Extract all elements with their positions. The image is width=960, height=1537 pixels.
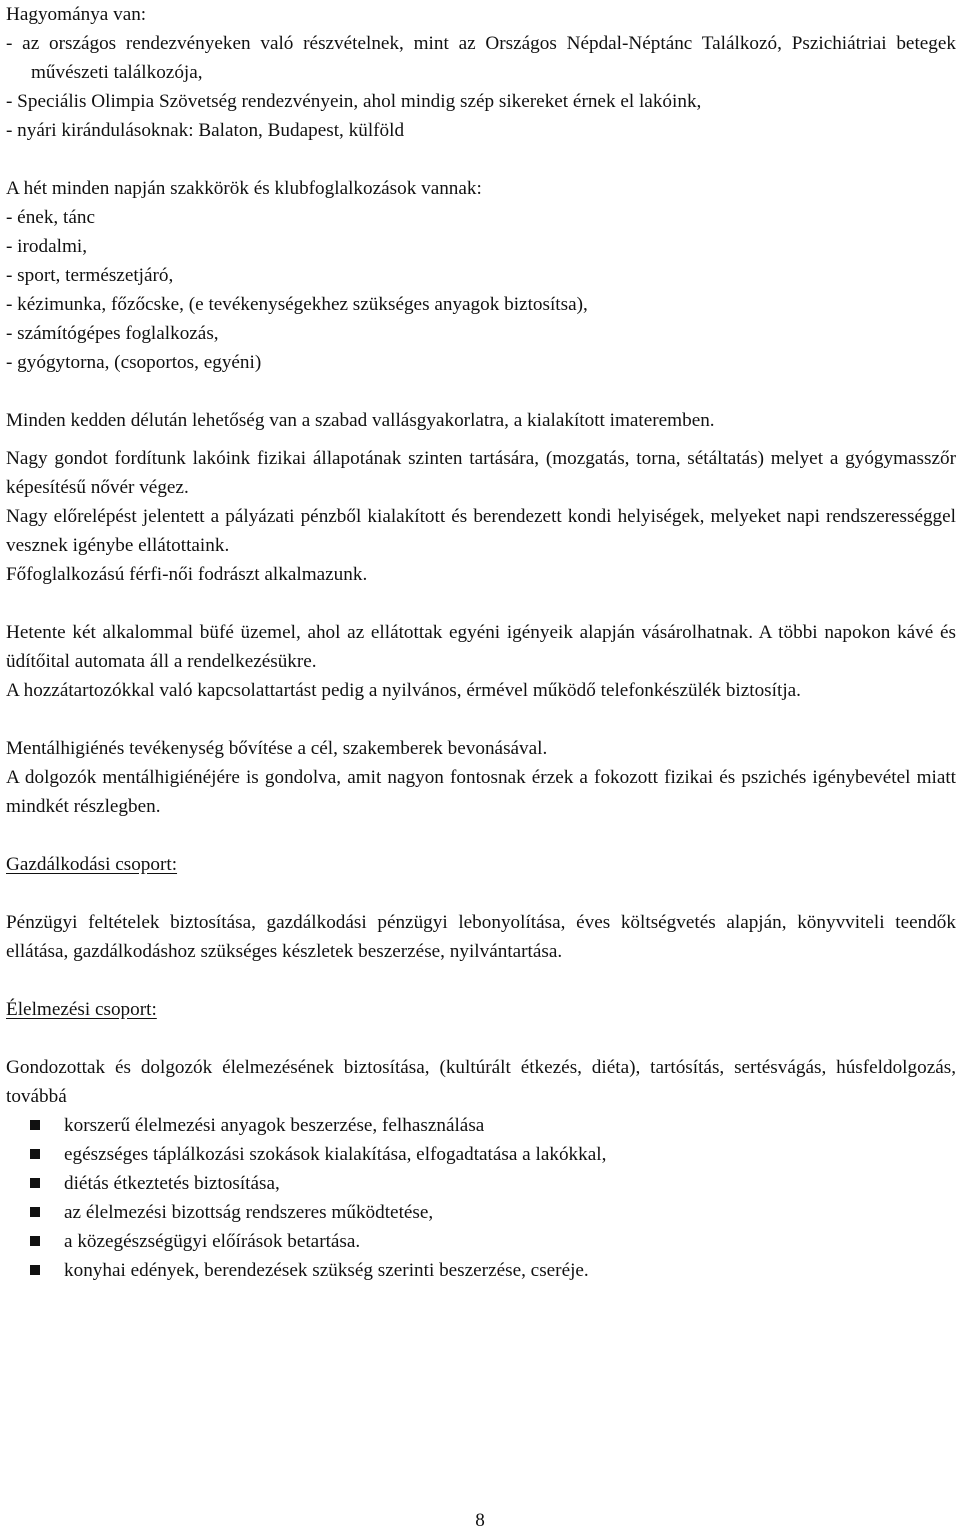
square-bullet-icon (30, 1178, 40, 1188)
clubs-item: - kézimunka, főzőcske, (e tevékenységekhez szükséges anyagok biztosítsa), (6, 294, 588, 315)
religion-paragraph: Minden kedden délután lehetőség van a szabad vallásgyakorlatra, a kialakított imateremben. (6, 410, 715, 431)
intro-item: - az országos rendezvényeken való részvételnek, mint az Országos Népdal-Néptánc Találkozó, Pszichiátriai betegek művészeti találkozója, (6, 33, 956, 83)
catering-paragraph: Gondozottak és dolgozók élelmezésének biztosítása, (kultúrált étkezés, diéta), tartósítás, sertésvágás, húsfeldolgozás, továbbá (6, 1057, 956, 1107)
catering-heading-text: Élelmezési csoport: (6, 999, 157, 1020)
clubs-heading: A hét minden napján szakkörök és klubfoglalkozások vannak: (6, 178, 482, 199)
finance-paragraph: Pénzügyi feltételek biztosítása, gazdálkodási pénzügyi lebonyolítása, éves költségvetés alapján, könyvviteli teendők ellátása, gazdálkodáshoz szükséges készletek beszerzése, nyilvántartása. (6, 912, 956, 962)
finance-heading (6, 850, 956, 879)
square-bullet-icon (30, 1207, 40, 1217)
clubs-item: - számítógépes foglalkozás, (6, 323, 219, 344)
square-bullet-icon (30, 1149, 40, 1159)
list-item (6, 1140, 956, 1169)
clubs-item: - sport, természetjáró, (6, 265, 174, 286)
list-item-text: diétás étkeztetés biztosítása, (64, 1173, 280, 1194)
buffet-paragraph: Hetente két alkalommal büfé üzemel, ahol az ellátottak egyéni igényeik alapján vásárolhatnak. A többi napokon kávé és üdítőital automata áll a rendelkezésükre. (6, 622, 956, 672)
list-item-text: a közegészségügyi előírások betartása. (64, 1231, 361, 1252)
list-item-text: egészséges táplálkozási szokások kialakítása, elfogadtatása a lakókkal, (64, 1144, 607, 1165)
finance-heading-text: Gazdálkodási csoport: (6, 854, 178, 875)
page-number: 8 (475, 1510, 485, 1531)
clubs-item: - ének, tánc (6, 207, 95, 228)
mental-health-paragraph: Mentálhigiénés tevékenység bővítése a cél, szakemberek bevonásával. (6, 738, 548, 759)
intro-item: - Speciális Olimpia Szövetség rendezvényein, ahol mindig szép sikereket érnek el lakóink, (6, 91, 702, 112)
catering-bullet-list (6, 1111, 956, 1285)
clubs-item: - gyógytorna, (csoportos, egyéni) (6, 352, 262, 373)
hairdresser-paragraph: Főfoglalkozású férfi-női fodrászt alkalmazunk. (6, 564, 368, 585)
list-item (6, 1256, 956, 1285)
telephone-paragraph: A hozzátartozókkal való kapcsolattartást pedig a nyilvános, érmével működő telefonkészülék biztosítja. (6, 680, 801, 701)
list-item (6, 1169, 956, 1198)
intro-item: - nyári kirándulásoknak: Balaton, Budapest, külföld (6, 120, 405, 141)
intro-heading: Hagyománya van: (6, 4, 147, 25)
square-bullet-icon (30, 1265, 40, 1275)
square-bullet-icon (30, 1120, 40, 1130)
list-item (6, 1111, 956, 1140)
list-item-text: konyhai edények, berendezések szükség szerinti beszerzése, cseréje. (64, 1260, 589, 1281)
list-item (6, 1227, 956, 1256)
gym-paragraph: Nagy előrelépést jelentett a pályázati pénzből kialakított és berendezett kondi helyiségek, melyeket napi rendszerességgel vesznek igénybe ellátottaink. (6, 506, 956, 556)
physical-care-paragraph: Nagy gondot fordítunk lakóink fizikai állapotának szinten tartására, (mozgatás, torna, sétáltatás) melyet a gyógymasszőr képesítésű nővér végez. (6, 448, 956, 498)
catering-heading (6, 995, 956, 1024)
list-item-text: az élelmezési bizottság rendszeres működtetése, (64, 1202, 434, 1223)
clubs-item: - irodalmi, (6, 236, 87, 257)
list-item-text: korszerű élelmezési anyagok beszerzése, felhasználása (64, 1115, 485, 1136)
list-item (6, 1198, 956, 1227)
square-bullet-icon (30, 1236, 40, 1246)
document-page (6, 0, 956, 1285)
staff-mental-health-paragraph: A dolgozók mentálhigiénéjére is gondolva, amit nagyon fontosnak érzek a fokozott fizikai és pszichés igénybevétel miatt mindkét részlegben. (6, 767, 956, 817)
